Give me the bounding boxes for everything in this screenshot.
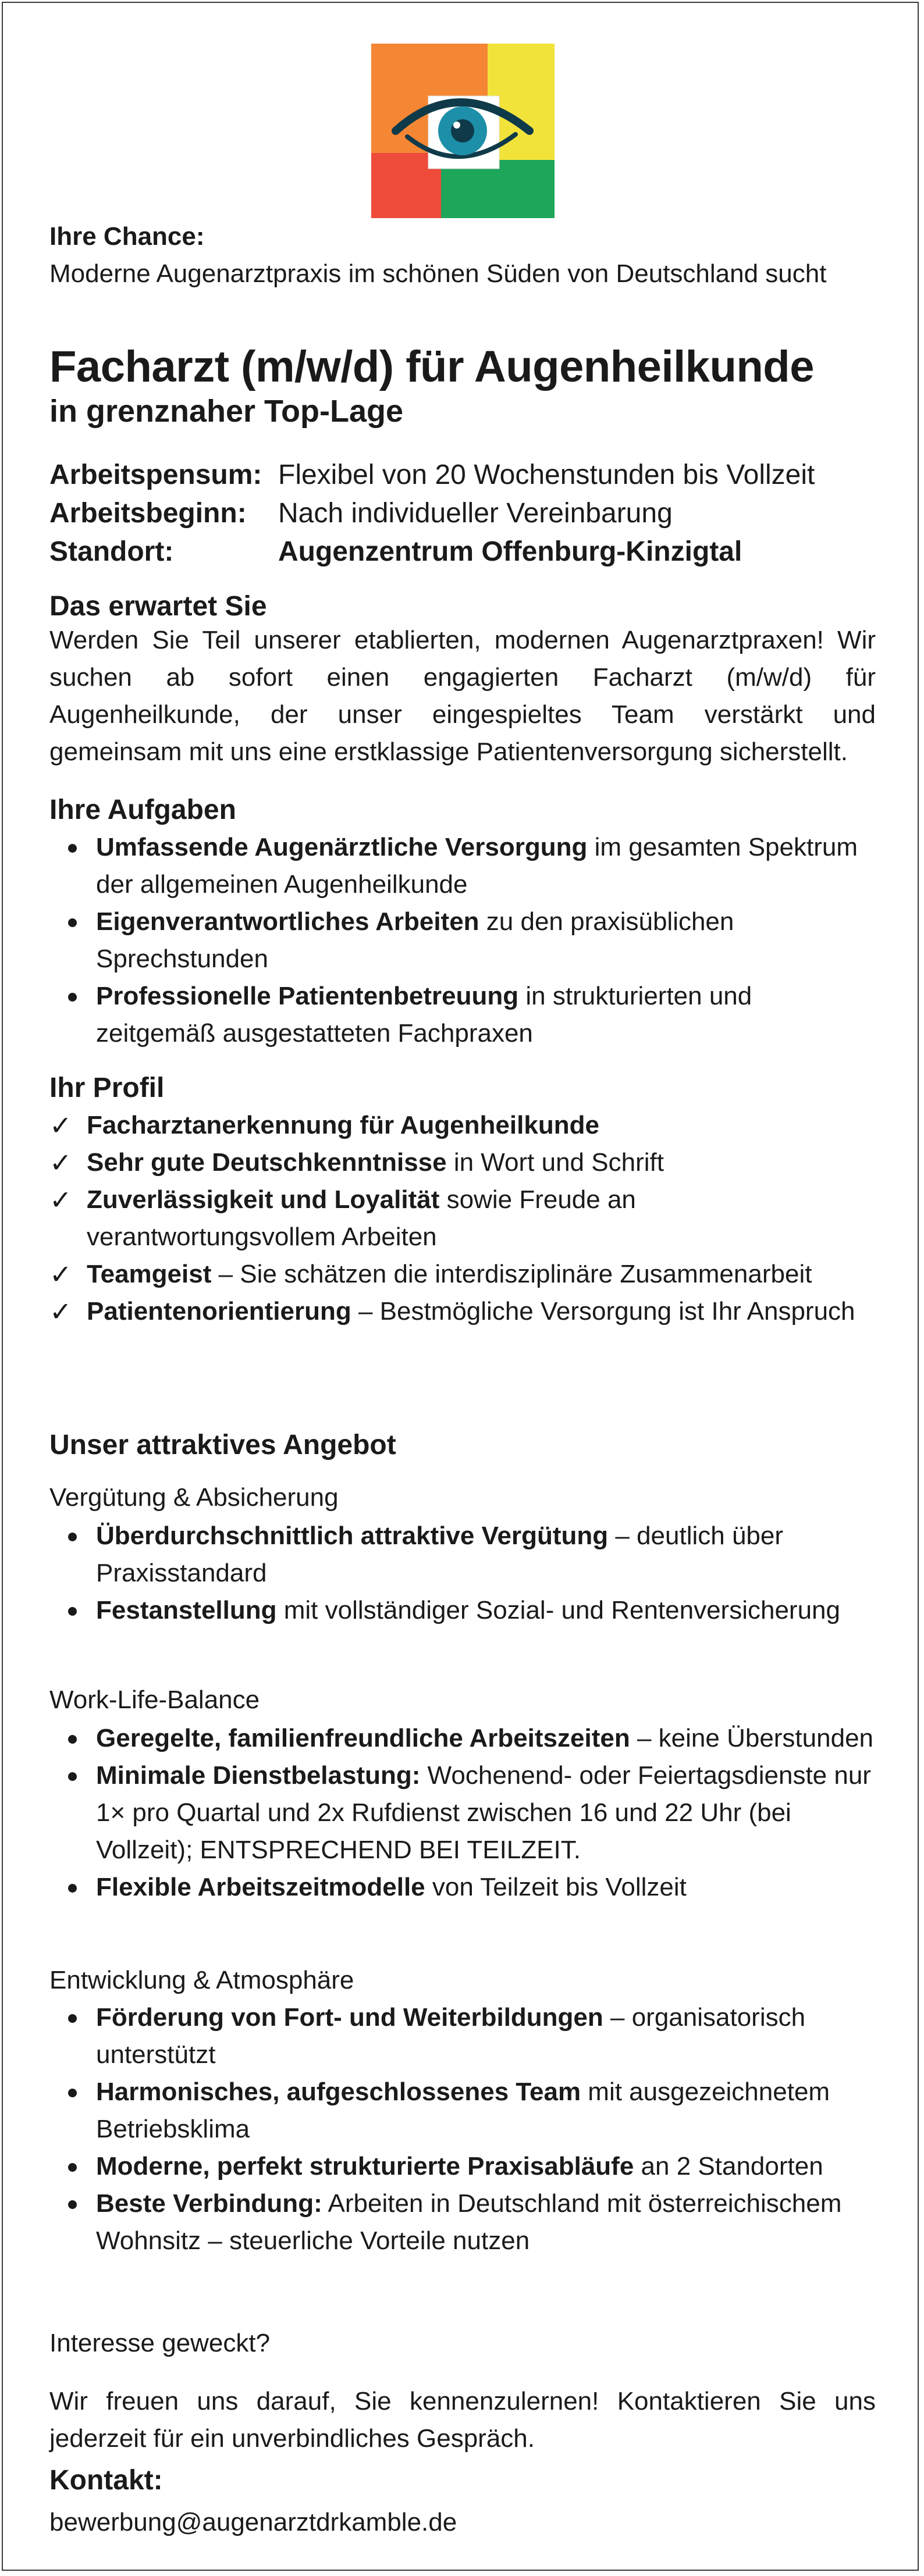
closing-text: Wir freuen uns darauf, Sie kennenzulernen! Kontaktieren Sie uns jederzeit für ein unverbindliches Gespräch. — [49, 2387, 876, 2453]
list-item: Umfassende Augenärztliche Versorgung im gesamten Spektrum der allgemeinen Augenheilkunde — [49, 829, 876, 903]
expect-text: Werden Sie Teil unserer etablierten, modernen Augenarztpraxen! Wir suchen ab sofort einen engagierten Facharzt (m/w/d) für Augenheilkunde, der unser eingespieltes Team verstärkt und gemeinsam mit uns eine erstklassige Patientenversorgung sicherstellt. — [49, 626, 876, 766]
check-icon: ✓ — [49, 1148, 72, 1178]
interest-text: Interesse geweckt? — [49, 2329, 271, 2357]
offer-group-title: Work-Life-Balance — [49, 1686, 260, 1714]
list-item: Eigenverantwortliches Arbeiten zu den praxisüblichen Sprechstunden — [49, 903, 876, 978]
job-subtitle: in grenznaher Top-Lage — [49, 394, 404, 429]
meta-value: Augenzentrum Offenburg-Kinzigtal — [278, 536, 742, 567]
offer-group-title: Entwicklung & Atmosphäre — [49, 1966, 354, 1994]
section-heading-profile: Ihr Profil — [49, 1073, 165, 1103]
offer-group-list — [49, 1720, 876, 1906]
list-item: Minimale Dienstbelastung: Wochenend- oder Feiertagsdienste nur 1× pro Quartal und 2x Rufdienst zwischen 16 und 22 Uhr (bei Vollzeit); ENTSPRECHEND BEI TEILZEIT. — [49, 1757, 876, 1869]
section-heading-expect: Das erwartet Sie — [49, 591, 267, 622]
profile-list — [49, 1107, 876, 1330]
list-item: ✓ Sehr gute Deutschkenntnisse in Wort und Schrift — [49, 1144, 876, 1181]
list-item: Geregelte, familienfreundliche Arbeitszeiten – keine Überstunden — [49, 1720, 876, 1757]
list-item: Förderung von Fort- und Weiterbildungen – organisatorisch unterstützt — [49, 1999, 876, 2073]
list-item: ✓ Facharztanerkennung für Augenheilkunde — [49, 1107, 876, 1144]
contact-email-link[interactable]: bewerbung@augenarztdrkamble.de — [49, 2508, 457, 2536]
check-icon: ✓ — [49, 1259, 72, 1289]
list-item: ✓ Teamgeist – Sie schätzen die interdisziplinäre Zusammenarbeit — [49, 1256, 876, 1293]
offer-group-list — [49, 1517, 876, 1629]
list-item: Beste Verbindung: Arbeiten in Deutschland mit österreichischem Wohnsitz – steuerliche Vorteile nutzen — [49, 2185, 876, 2260]
tasks-list — [49, 829, 876, 1052]
intro-label: Ihre Chance: — [49, 222, 205, 251]
contact-label: Kontakt: — [49, 2465, 163, 2496]
list-item: Harmonisches, aufgeschlossenes Team mit ausgezeichnetem Betriebsklima — [49, 2073, 876, 2148]
check-icon: ✓ — [49, 1296, 72, 1327]
meta-value: Flexibel von 20 Wochenstunden bis Vollzeit — [278, 459, 815, 490]
offer-group-title: Vergütung & Absicherung — [49, 1483, 339, 1512]
meta-label: Arbeitspensum: — [49, 459, 262, 490]
check-icon: ✓ — [49, 1110, 72, 1141]
list-item: ✓ Patientenorientierung – Bestmögliche Versorgung ist Ihr Anspruch — [49, 1293, 876, 1330]
list-item: Festanstellung mit vollständiger Sozial- und Rentenversicherung — [49, 1592, 876, 1629]
job-title: Facharzt (m/w/d) für Augenheilkunde — [49, 342, 814, 391]
section-heading-offer: Unser attraktives Angebot — [49, 1430, 396, 1460]
list-item: Professionelle Patientenbetreuung in strukturierten und zeitgemäß ausgestatteten Fachpraxen — [49, 978, 876, 1052]
list-item: Überdurchschnittlich attraktive Vergütung – deutlich über Praxisstandard — [49, 1517, 876, 1592]
eye-logo-icon — [371, 44, 555, 218]
list-item: Flexible Arbeitszeitmodelle von Teilzeit bis Vollzeit — [49, 1869, 876, 1906]
section-heading-tasks: Ihre Aufgaben — [49, 794, 236, 825]
list-item: ✓ Zuverlässigkeit und Loyalität sowie Freude an verantwortungsvollem Arbeiten — [49, 1181, 876, 1256]
meta-label: Arbeitsbeginn: — [49, 498, 247, 529]
job-ad-page — [2, 2, 919, 2571]
meta-value: Nach individueller Vereinbarung — [278, 498, 673, 529]
meta-label: Standort: — [49, 536, 174, 567]
check-icon: ✓ — [49, 1185, 72, 1215]
intro-text: Moderne Augenarztpraxis im schönen Süden von Deutschland sucht — [49, 259, 827, 288]
offer-group-list — [49, 1999, 876, 2260]
list-item: Moderne, perfekt strukturierte Praxisabläufe an 2 Standorten — [49, 2148, 876, 2185]
